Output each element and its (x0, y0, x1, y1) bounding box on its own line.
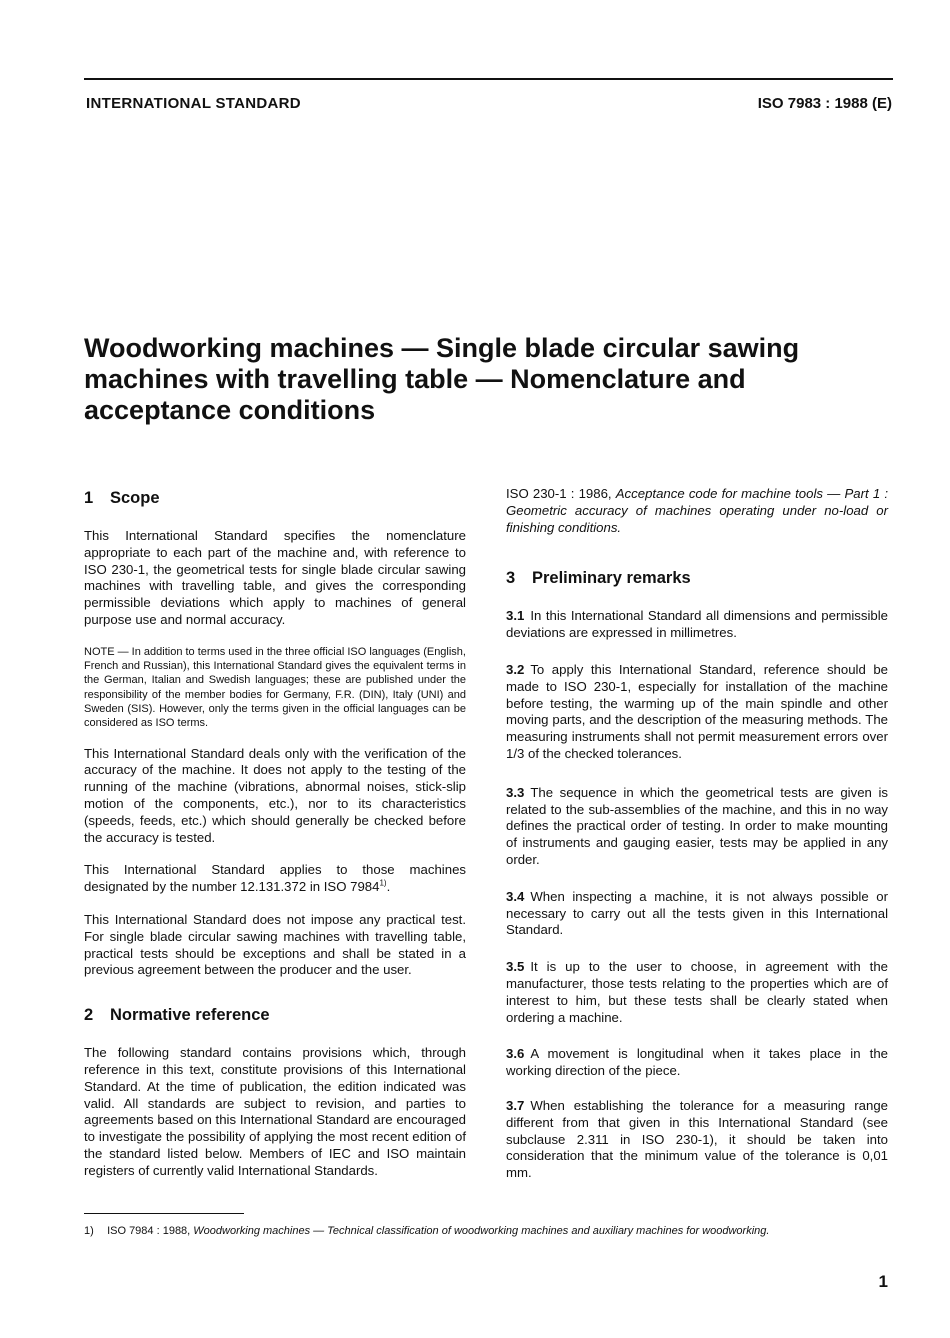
section-title: Normative reference (110, 1006, 270, 1025)
section-1-heading (84, 486, 466, 510)
scope-paragraph: This International Standard specifies the nomenclature appropriate to each part of the machine and, with reference to ISO 230-1, the geometrical tests for single blade circular sawing machines with travelling table, and gives the corresponding permissible deviations which apply to machines of general purpose use and normal accuracy. (84, 528, 466, 627)
remark-item (506, 1046, 888, 1080)
subclause-text: It is up to the user to choose, in agreement with the manufacturer, those tests relating to the properties which are of interest to him, but these tests shall be clearly stated when ordering a machine. (506, 959, 888, 1025)
subclause-text: To apply this International Standard, reference should be made to ISO 230-1, especially for installation of the machine before testing, the warming up of the main spindle and other moving parts, and the description of the measuring methods. The measuring instruments shall not permit measurement errors over 1/3 of the checked tolerances. (506, 661, 888, 761)
document-title: Woodworking machines — Single blade circular sawing machines with travelling table — Nomenclature and acceptance conditions (84, 333, 800, 425)
section-3-heading (506, 566, 888, 590)
remark-item (506, 889, 888, 939)
subclause-number: 3.5 (506, 959, 525, 975)
standard-number: ISO 7983 : 1988 (E) (757, 95, 892, 112)
scope-paragraph (84, 862, 466, 896)
remark-item (506, 785, 888, 869)
reference-code: ISO 230-1 : 1986, (506, 486, 612, 501)
remark-item (506, 662, 888, 763)
subclause-text: A movement is longitudinal when it takes place in the working direction of the piece. (506, 1046, 888, 1079)
subclause-number: 3.6 (506, 1046, 525, 1062)
scope-paragraph: This International Standard does not impose any practical test. For single blade circular sawing machines with travelling table, practical tests should be exceptions and shall be stated in a previous agreement between the producer and the user. (84, 911, 466, 978)
page-number: 1 (878, 1272, 888, 1291)
normative-paragraph: The following standard contains provisions which, through reference in this text, constitute provisions of this International Standard. At the time of publication, the edition indicated was valid. All standards are subject to revision, and parties to agreements based on this International Standard are encouraged to investigate the possibility of applying the most recent edition of the standard listed below. Members of IEC and ISO maintain registers of currently valid International Standards. (84, 1045, 466, 1178)
footnote (84, 1224, 894, 1238)
section-2-heading (84, 1003, 466, 1027)
remark-item (506, 608, 888, 642)
subclause-text: When establishing the tolerance for a measuring range different from that given in this International Standard (see subclause 2.311 in ISO 230-1), it should be taken into consideration that the minimum value of the tolerance is 0,01 mm. (506, 1097, 888, 1181)
subclause-number: 3.4 (506, 888, 525, 904)
subclause-text: In this International Standard all dimensions and permissible deviations are expressed in millimetres. (506, 608, 888, 641)
document-type: INTERNATIONAL STANDARD (86, 95, 301, 112)
header-rule (84, 78, 893, 80)
section-number: 3 (506, 569, 516, 588)
footnote-title: Woodworking machines — Technical classification of woodworking machines and auxiliary machines for woodworking. (193, 1225, 770, 1237)
remark-item (506, 1098, 888, 1182)
subclause-text: The sequence in which the geometrical tests are given is related to the sub-assemblies of the machine, and this in no way defines the practical order of testing. In order to make mounting of instruments and gauging easier, tests may be applied in any order. (506, 784, 888, 867)
footnote-marker[interactable]: 1) (379, 878, 387, 888)
paragraph-text: This International Standard applies to those machines designated by the number 12.131.372 in ISO 7984 (84, 862, 466, 895)
remark-item (506, 959, 888, 1026)
reference-title: Acceptance code for machine tools — Part 1 : Geometric accuracy of machines operating under no-load or finishing conditions. (506, 486, 888, 535)
section-title: Scope (110, 489, 160, 507)
section-number: 2 (84, 1006, 94, 1025)
section-title: Preliminary remarks (532, 569, 691, 588)
paragraph-end: . (386, 879, 391, 895)
subclause-number: 3.7 (506, 1097, 525, 1113)
normative-reference (506, 486, 888, 536)
footnote-code: ISO 7984 : 1988, (107, 1225, 191, 1237)
note-paragraph: NOTE — In addition to terms used in the three official ISO languages (English, French and Russian), this International Standard gives the equivalent terms in the German, Italian and Swedish languages; these are published under the responsibility of the member bodies for Germany, F.R. (DIN), Italy (UNI) and Sweden (SIS). However, only the terms given in the official languages can be considered as ISO terms. (84, 645, 466, 730)
left-column (84, 486, 466, 1196)
scope-paragraph: This International Standard deals only with the verification of the accuracy of the machine. It does not apply to the testing of the running of the machine (vibrations, abnormal noises, stick-slip motion of the components, etc.), nor to its characteristics (speeds, feeds, etc.) which should generally be checked before the accuracy is tested. (84, 745, 466, 845)
right-column (506, 486, 888, 1198)
footnote-rule (84, 1213, 244, 1214)
subclause-number: 3.3 (506, 784, 525, 800)
subclause-text: When inspecting a machine, it is not always possible or necessary to carry out all the tests given in this International Standard. (506, 888, 888, 938)
subclause-number: 3.2 (506, 661, 525, 677)
footnote-number: 1) (84, 1225, 94, 1237)
subclause-number: 3.1 (506, 608, 525, 624)
section-number: 1 (84, 489, 94, 507)
